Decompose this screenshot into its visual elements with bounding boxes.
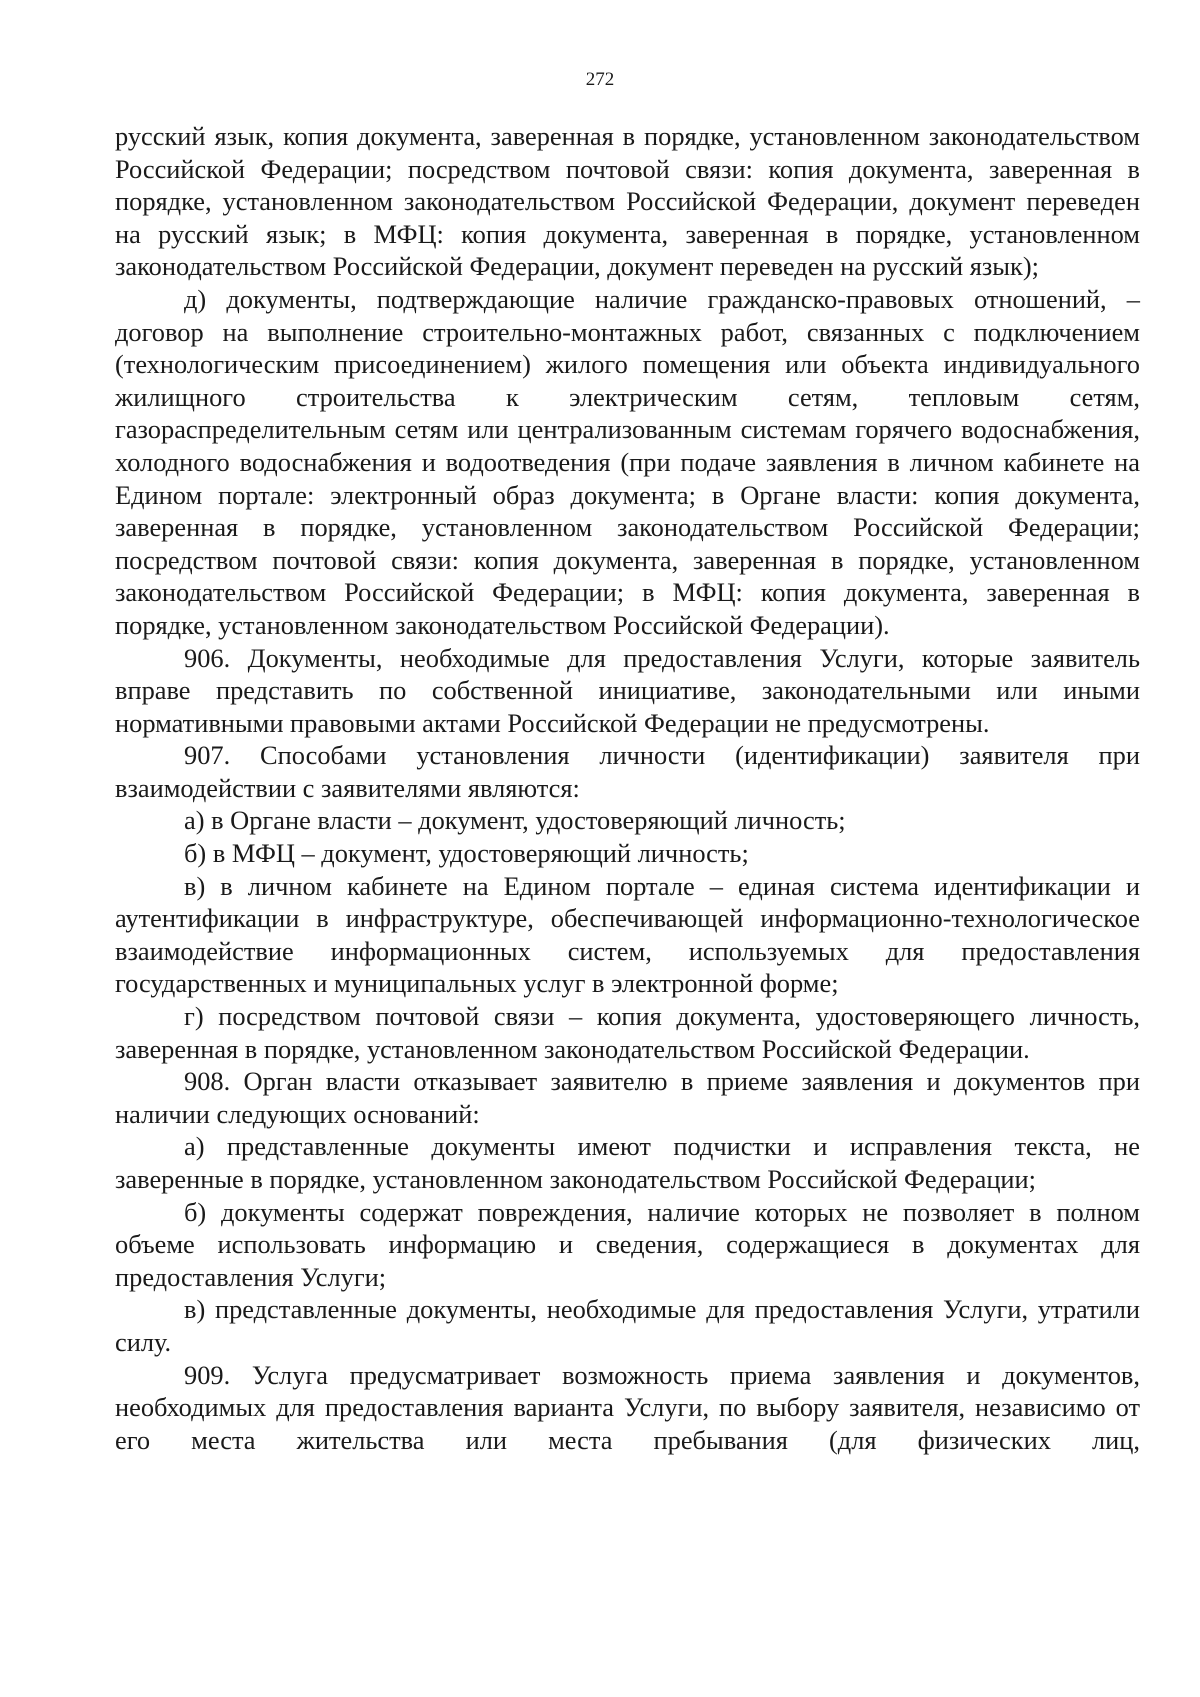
document-body: [115, 120, 1140, 1456]
paragraph-907-b: б) в МФЦ – документ, удостоверяющий личность;: [184, 838, 749, 869]
paragraph-909: 909. Услуга предусматривает возможность приема заявления и документов, необходимых для предоставления варианта Услуги, по выбору заявителя, независимо от его места жительства или места пребывания (для физических лиц,: [115, 1359, 1140, 1455]
paragraph-907: 907. Способами установления личности (идентификации) заявителя при взаимодействии с заявителями являются:: [115, 740, 1140, 803]
paragraph-907-a: а) в Органе власти – документ, удостоверяющий личность;: [184, 805, 846, 836]
paragraph-908-v: в) представленные документы, необходимые для предоставления Услуги, утратили силу.: [115, 1294, 1140, 1357]
page-number: 272: [585, 69, 615, 90]
paragraph-908-b: б) документы содержат повреждения, наличие которых не позволяет в полном объеме использовать информацию и сведения, содержащиеся в документах для предоставления Услуги;: [115, 1196, 1140, 1292]
paragraph-item-d: д) документы, подтверждающие наличие гражданско-правовых отношений, – договор на выполнение строительно-монтажных работ, связанных с подключением (технологическим присоединением) жилого помещения или объекта индивидуального жилищного строительства к электрическим сетям, тепловым сетям, газораспределительным сетям или централизованным системам горячего водоснабжения, холодного водоснабжения и водоотведения (при подаче заявления в личном кабинете на Едином портале: электронный образ документа; в Органе власти: копия документа, заверенная в порядке, установленном законодательством Российской Федерации; посредством почтовой связи: копия документа, заверенная в порядке, установленном законодательством Российской Федерации; в МФЦ: копия документа, заверенная в порядке, установленном законодательством Российской Федерации).: [115, 283, 1140, 640]
paragraph-907-g: г) посредством почтовой связи – копия документа, удостоверяющего личность, заверенная в порядке, установленном законодательством Российской Федерации.: [115, 1001, 1140, 1064]
paragraph-907-v: в) в личном кабинете на Едином портале – единая система идентификации и аутентификации в инфраструктуре, обеспечивающей информационно-технологическое взаимодействие информационных систем, используемых для предоставления государственных и муниципальных услуг в электронной форме;: [115, 870, 1140, 999]
paragraph-906: 906. Документы, необходимые для предоставления Услуги, которые заявитель вправе представить по собственной инициативе, законодательными или иными нормативными правовыми актами Российской Федерации не предусмотрены.: [115, 642, 1140, 738]
paragraph-908: 908. Орган власти отказывает заявителю в приеме заявления и документов при наличии следующих оснований:: [115, 1066, 1140, 1129]
paragraph-continuation: русский язык, копия документа, заверенная в порядке, установленном законодательством Российской Федерации; посредством почтовой связи: копия документа, заверенная в порядке, установленном законодательством Российской Федерации, документ переведен на русский язык; в МФЦ: копия документа, заверенная в порядке, установленном законодательством Российской Федерации, документ переведен на русский язык);: [115, 121, 1140, 282]
paragraph-908-a: а) представленные документы имеют подчистки и исправления текста, не заверенные в порядке, установленном законодательством Российской Федерации;: [115, 1131, 1140, 1194]
